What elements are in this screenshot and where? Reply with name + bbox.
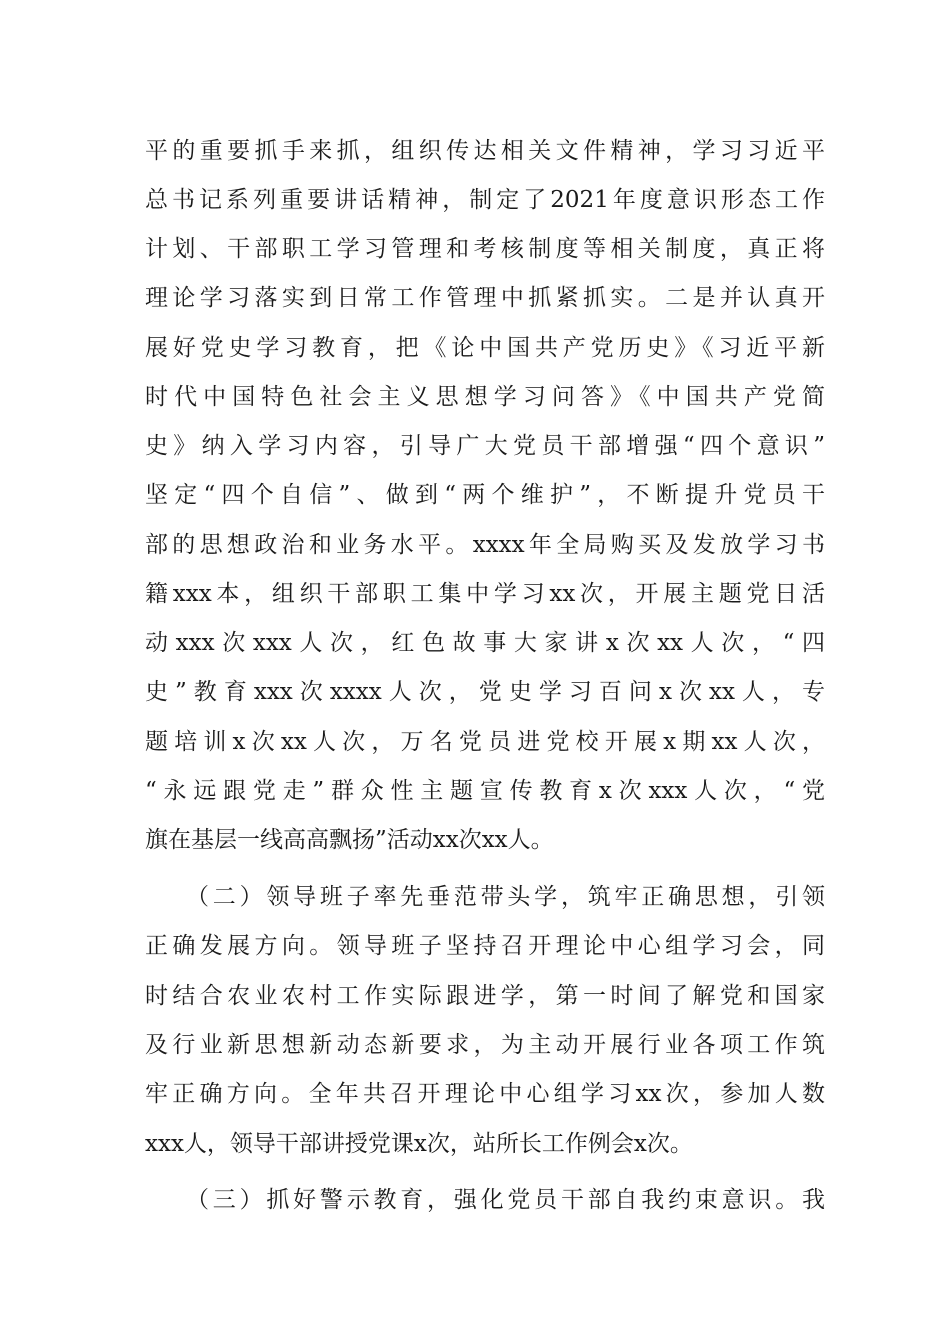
paragraph-2-line-6: xxx人，领导干部讲授党课x次，站所长工作例会x次。	[145, 1131, 693, 1157]
paragraph-1-line-15: 旗在基层一线高高飘扬”活动xx次xx人。	[145, 827, 554, 853]
paragraph-1-line-6: 时代中国特色社会主义思想学习问答》《中国共产党简	[145, 384, 825, 410]
paragraph-1-line-11: 动xxx次xxx人次，红色故事大家讲x次xx人次，“四	[145, 630, 825, 656]
paragraph-1-line-12: 史”教育xxx次xxxx人次，党史学习百问x次xx人，专	[145, 679, 825, 705]
paragraph-1-line-5: 展好党史学习教育，把《论中国共产党历史》《习近平新	[145, 335, 825, 361]
paragraph-1-line-14: “永远跟党走”群众性主题宣传教育x次xxx人次，“党	[145, 778, 825, 804]
paragraph-1-line-1: 平的重要抓手来抓，组织传达相关文件精神，学习习近平	[145, 138, 825, 164]
paragraph-2-line-2: 正确发展方向。领导班子坚持召开理论中心组学习会，同	[145, 933, 825, 959]
paragraph-3-line-1: （三）抓好警示教育，强化党员干部自我约束意识。我	[186, 1187, 825, 1213]
paragraph-1-line-7: 史》纳入学习内容，引导广大党员干部增强“四个意识”	[145, 433, 825, 459]
paragraph-2-line-3: 时结合农业农村工作实际跟进学，第一时间了解党和国家	[145, 983, 825, 1009]
paragraph-1-line-2: 总书记系列重要讲话精神，制定了2021年度意识形态工作	[145, 187, 825, 213]
paragraph-1-line-8: 坚定“四个自信”、做到“两个维护”，不断提升党员干	[145, 482, 825, 508]
paragraph-1-line-3: 计划、干部职工学习管理和考核制度等相关制度，真正将	[145, 236, 825, 262]
paragraph-1-line-13: 题培训x次xx人次，万名党员进党校开展x期xx人次，	[145, 729, 825, 755]
paragraph-1-line-4: 理论学习落实到日常工作管理中抓紧抓实。二是并认真开	[145, 285, 825, 311]
paragraph-1-line-9: 部的思想政治和业务水平。xxxx年全局购买及发放学习书	[145, 532, 825, 558]
paragraph-1-line-10: 籍xxx本，组织干部职工集中学习xx次，开展主题党日活	[145, 581, 825, 607]
paragraph-2-line-1: （二）领导班子率先垂范带头学，筑牢正确思想，引领	[186, 884, 825, 910]
paragraph-2-line-5: 牢正确方向。全年共召开理论中心组学习xx次，参加人数	[145, 1081, 825, 1107]
paragraph-2-line-4: 及行业新思想新动态新要求，为主动开展行业各项工作筑	[145, 1032, 825, 1058]
